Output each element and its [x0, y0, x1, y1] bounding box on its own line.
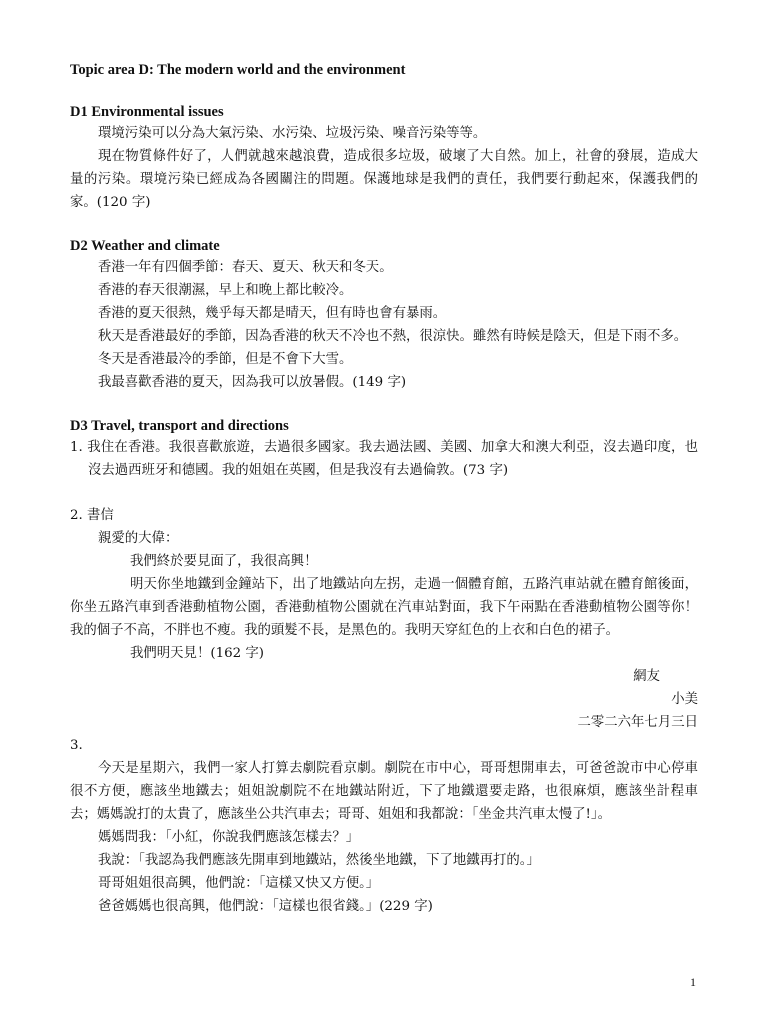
d3-item-2-title: 2. 書信	[70, 508, 114, 523]
letter-salutation: 親愛的大偉：	[98, 531, 179, 546]
d2-paragraph-3: 香港的夏天很熱，幾乎每天都是晴天，但有時也會有暴雨。	[98, 306, 447, 321]
d3-item-3-title: 3.	[70, 738, 83, 753]
letter-paragraph-2: 明天你坐地鐵到金鐘站下，出了地鐵站向左拐，走過一個體育館，五路汽車站就在體育館後面，你坐五路汽車到香港動植物公園，香港動植物公園就在汽車站對面，我下午兩點在香港動植物公園等你！我的個子不高，不胖也不瘦。我的頭髮不長，是黑色的。我明天穿紅色的上衣和白色的裙子。	[70, 577, 698, 638]
d1-heading: D1 Environmental issues	[70, 104, 224, 120]
section-d3	[70, 416, 698, 918]
letter-sign-date: 二零二六年七月三日	[577, 715, 698, 730]
d2-paragraph-4: 秋天是香港最好的季節，因為香港的秋天不冷也不熱，很涼快。雖然有時候是陰天，但是下雨不多。	[98, 329, 688, 344]
letter-paragraph-1: 我們終於要見面了，我很高興！	[130, 554, 318, 569]
d2-paragraph-5: 冬天是香港最冷的季節，但是不會下大雪。	[98, 352, 353, 367]
d2-paragraph-1: 香港一年有四個季節：春天、夏天、秋天和冬天。	[98, 260, 393, 275]
story-paragraph-3: 我說：「我認為我們應該先開車到地鐵站，然後坐地鐵，下了地鐵再打的。」	[98, 853, 540, 868]
story-paragraph-2: 媽媽問我：「小紅，你說我們應該怎樣去？」	[98, 830, 360, 845]
section-d2	[70, 236, 698, 394]
d3-item-1: 1. 我住在香港。我很喜歡旅遊，去過很多國家。我去過法國、美國、加拿大和澳大利亞，沒去過印度，也沒去過西班牙和德國。我的姐姐在英國，但是我沒有去過倫敦。(73 字)	[70, 440, 698, 478]
story-paragraph-5: 爸爸媽媽也很高興，他們說：「這樣也很省錢。」(229 字)	[98, 899, 433, 914]
d2-paragraph-2: 香港的春天很潮濕，早上和晚上都比較冷。	[98, 283, 353, 298]
d2-heading: D2 Weather and climate	[70, 238, 220, 254]
topic-title: Topic area D: The modern world and the environment	[70, 62, 406, 78]
d1-paragraph-1: 環境污染可以分為大氣污染、水污染、垃圾污染、噪音污染等等。	[98, 126, 487, 141]
section-d1	[70, 102, 698, 214]
d3-heading: D3 Travel, transport and directions	[70, 418, 289, 434]
document-page	[70, 60, 698, 918]
d2-paragraph-6: 我最喜歡香港的夏天，因為我可以放暑假。(149 字)	[98, 375, 407, 390]
letter-paragraph-3: 我們明天見！(162 字)	[130, 646, 264, 661]
letter-sign-role: 網友	[633, 669, 660, 684]
letter-sign-name: 小美	[671, 692, 698, 707]
page-number: 1	[690, 975, 696, 989]
d1-paragraph-2: 現在物質條件好了，人們就越來越浪費，造成很多垃圾，破壞了大自然。加上，社會的發展，造成大量的污染。環境污染已經成為各國關注的問題。保護地球是我們的責任，我們要行動起來，保護我們的家。(120 字)	[70, 149, 698, 210]
story-paragraph-1: 今天是星期六，我們一家人打算去劇院看京劇。劇院在市中心，哥哥想開車去，可爸爸說市中心停車很不方便，應該坐地鐵去；姐姐說劇院不在地鐵站附近，下了地鐵還要走路，也很麻煩，應該坐計程車去；媽媽說打的太貴了，應該坐公共汽車去；哥哥、姐姐和我都說：「坐金共汽車太慢了!」。	[70, 761, 698, 822]
story-paragraph-4: 哥哥姐姐很高興，他們說：「這樣又快又方便。」	[98, 876, 380, 891]
